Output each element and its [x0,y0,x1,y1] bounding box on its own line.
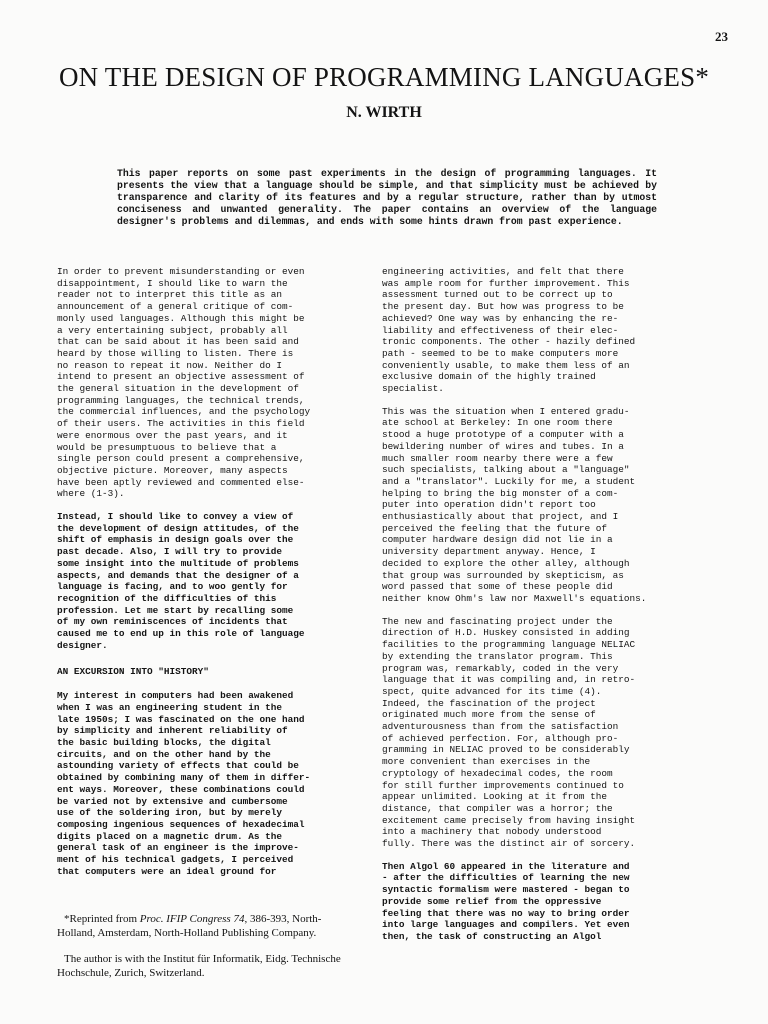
right-paragraph-4: Then Algol 60 appeared in the literature and - after the difficulties of learning the new syntactic formalism were mastered - began to provide some relief from the oppressive feeling that there was no way to bring order into large languages and compilers. Yet even then, the task of constructing an Algol [382,860,630,942]
left-paragraph-3: My interest in computers had been awakened when I was an engineering student in the late 1950s; I was fascinated on the one hand by simplicity and inherent reliability of the basic building blocks, the digital circuits, and on the other hand by the astounding variety of effects that could be obtained by combining many of them in differ- ent ways. Moreover, these combinations could be varied not by extensive and cumbersome use of the soldering iron, but by merely composing ingenious sequences of hexadecimal digits placed on a magnetic drum. As the general task of an engineer is the improve- ment of his technical gadgets, I perceived that computers were an ideal ground for [57,690,311,877]
right-paragraph-1: engineering activities, and felt that there was ample room for further improvement. This assessment turned out to be correct up to the present day. But how was progress to be achieved? One way was by enhancing the re- liability and effectiveness of their elec- tronic components. The other - hazily defined path - seemed to be to make computers more conveniently usable, to make them less of an exclusive domain of the highly trained specialist. [382,266,636,395]
reprint-suffix: , 386-393, North-Holland, Amsterdam, North-Holland Publishing Company. [57,913,322,939]
left-paragraph-2: Instead, I should like to convey a view of the development of design attitudes, of the shift of emphasis in design goals over the past decade. Also, I will try to provide some insight into the multitude of problems aspects, and demands that the designer of a language is facing, and to woo gently for recognition of the difficulties of this profession. Let me start by recalling some of my own reminiscences of incidents that caused me to end up in this role of language designer. [57,511,305,651]
paper-title: ON THE DESIGN OF PROGRAMMING LANGUAGES* [58,62,710,92]
right-column [382,266,678,954]
reprint-prefix: *Reprinted from [64,913,140,925]
reprint-footnote [57,912,357,940]
author-name: N. WIRTH [346,104,422,121]
left-paragraph-1: In order to prevent misunderstanding or even disappointment, I should like to warn the reader not to interpret this title as an announcement of a general critique of com- monly used languages. Although this might be a very entertaining subject, probably all that can be said about it has been said and heard by those willing to listen. There is no reason to repeat it now. Neither do I intend to present an objective assessment of the general situation in the development of programming languages, the technical trends, the commercial influences, and the psychology of their users. The activities in this field were enormous over the past years, and it would be presumptuous to believe that a single person could present a comprehensive, objective picture. Moreover, many aspects have been aptly reviewed and commented else- where (1-3). [57,266,311,500]
reprint-source: Proc. IFIP Congress 74 [139,913,245,925]
section-heading: AN EXCURSION INTO "HISTORY" [57,665,209,677]
affiliation-footnote: The author is with the Institut für Informatik, Eidg. Technische Hochschule, Zurich, Switzerland. [57,953,341,979]
page-number: 23 [715,29,728,44]
footnotes [57,912,357,992]
left-column [57,266,347,888]
right-paragraph-2: This was the situation when I entered gradu- ate school at Berkeley: In one room there stood a huge prototype of a computer with a bewildering number of wires and tubes. In a much smaller room nearby there were a few such specialists, talking about a "language" and a "translator". Luckily for me, a student helping to bring the big monster of a com- puter into operation didn't report too enthusiastically about that project, and I perceived the feeling that the future of computer hardware design did not lie in a university department anyway. Hence, I decided to explore the other alley, although that group was surrounded by skepticism, as word passed that some of these people did neither know Ohm's law nor Maxwell's equations. [382,405,647,604]
abstract: This paper reports on some past experiments in the design of programming languages. It presents the view that a language should be simple, and that simplicity must be achieved by transparence and clarity of its features and by a regular structure, rather than by utmost conciseness and unwanted generality. The paper contains an overview of the language designer's problems and dilemmas, and ends with some hints drawn from past experience. [117,168,657,228]
right-paragraph-3: The new and fascinating project under the direction of H.D. Huskey consisted in adding facilities to the programming language NELIAC by extending the translator program. This program was, remarkably, coded in the very language that it was compiling and, in retro- spect, quite advanced for its time (4). Indeed, the fascination of the project originated much more from the sense of adventurousness than from the satisfaction of achieved perfection. For, although pro- gramming in NELIAC proved to be considerably more convenient than exercises in the cryptology of hexadecimal codes, the room for still further improvements continued to appear unlimited. Looking at it from the distance, that compiler was a horror; the excitement came precisely from having insight into a machinery that nobody understood fully. There was the distinct air of sorcery. [382,615,636,850]
